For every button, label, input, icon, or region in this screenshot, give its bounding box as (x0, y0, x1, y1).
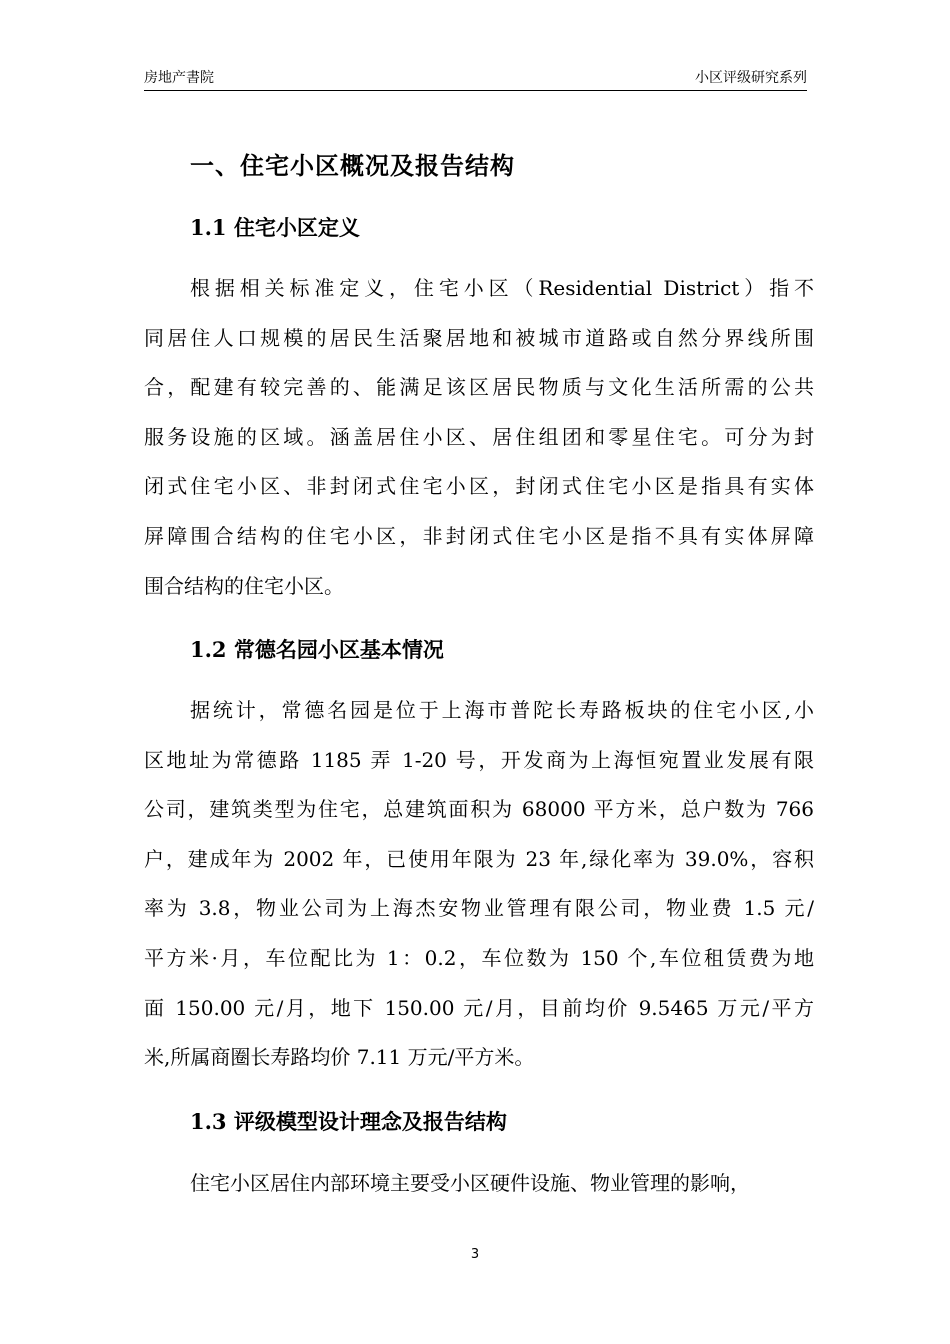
paragraph-line: 率为 3.8，物业公司为上海杰安物业管理有限公司，物业费 1.5 元/ (144, 896, 814, 921)
paragraph-line: 闭式住宅小区、非封闭式住宅小区，封闭式住宅小区是指具有实体 (144, 474, 814, 499)
section-title: 一、住宅小区概况及报告结构 (190, 151, 515, 180)
paragraph-basic-info (144, 686, 814, 1083)
paragraph-model-design (144, 1159, 814, 1209)
paragraph-line: 区地址为常德路 1185 弄 1-20 号，开发商为上海恒宛置业发展有限 (144, 747, 814, 772)
paragraph-line: 屏障围合结构的住宅小区，非封闭式住宅小区是指不具有实体屏障 (144, 523, 814, 548)
paragraph-line: 围合结构的住宅小区。 (144, 573, 344, 598)
page-header (144, 64, 807, 91)
paragraph-line: 户，建成年为 2002 年，已使用年限为 23 年,绿化率为 39.0%，容积 (144, 846, 814, 871)
subsection-title-1-2: 1.2 常德名园小区基本情况 (190, 637, 444, 662)
paragraph-line: 合，配建有较完善的、能满足该区居民物质与文化生活所需的公共 (144, 375, 814, 400)
paragraph-line: 米,所属商圈长寿路均价 7.11 万元/平方米。 (144, 1045, 535, 1070)
header-series-title: 小区评级研究系列 (695, 70, 807, 86)
paragraph-line: 住宅小区居住内部环境主要受小区硬件设施、物业管理的影响， (190, 1171, 750, 1195)
paragraph-line: 面 150.00 元/月，地下 150.00 元/月，目前均价 9.5465 万元/平方 (144, 995, 814, 1020)
paragraph-line: 据统计，常德名园是位于上海市普陀长寿路板块的住宅小区,小 (190, 698, 814, 722)
paragraph-line: 根据相关标准定义，住宅小区（Residential District）指不 (190, 276, 814, 300)
paragraph-line: 公司，建筑类型为住宅，总建筑面积为 68000 平方米，总户数为 766 (144, 797, 814, 822)
paragraph-definition (144, 264, 814, 611)
subsection-title-1-1: 1.1 住宅小区定义 (190, 215, 360, 240)
paragraph-line: 同居住人口规模的居民生活聚居地和被城市道路或自然分界线所围 (144, 325, 814, 350)
header-publisher: 房地产書院 (144, 70, 214, 86)
page-number: 3 (470, 1247, 480, 1262)
paragraph-line: 服务设施的区域。涵盖居住小区、居住组团和零星住宅。可分为封 (144, 424, 814, 449)
subsection-title-1-3: 1.3 评级模型设计理念及报告结构 (190, 1109, 507, 1134)
paragraph-line: 平方米·月，车位配比为 1：0.2，车位数为 150 个,车位租赁费为地 (144, 945, 814, 970)
